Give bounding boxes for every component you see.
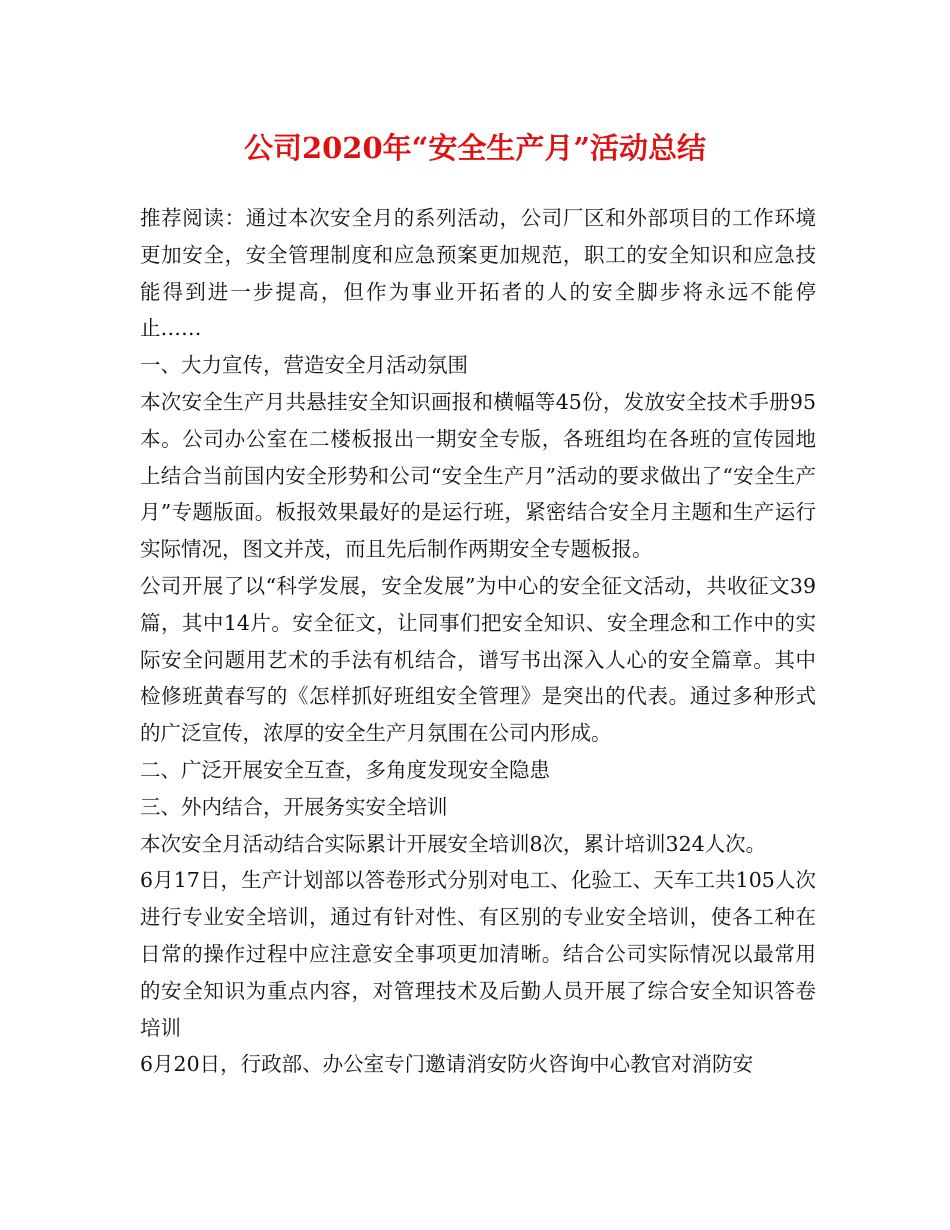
section-heading-3: 三、外内结合，开展务实安全培训 [140,794,448,819]
document-title: 公司2020年“安全生产月”活动总结 [243,131,707,165]
paragraph-june-20: 6月20日，行政部、办公室专门邀请消安防火咨询中心教官对消防安 [140,1052,754,1077]
paragraph-training-summary: 本次安全月活动结合实际累计开展安全培训8次，累计培训324人次。 [140,831,767,856]
document-body [140,200,816,1083]
paragraph-essay-contest: 公司开展了以“科学发展，安全发展”为中心的安全征文活动，共收征文39篇，其中14片。安全征文，让同事们把安全知识、安全理念和工作中的实际安全问题用艺术的手法有机结合，谱写书出深入人心的安全篇章。其中检修班黄春写的《怎样抓好班组安全管理》是突出的代表。通过多种形式的广泛宣传，浓厚的安全生产月氛围在公司内形成。 [140,573,816,746]
paragraph-june-17: 6月17日，生产计划部以答卷形式分别对电工、化验工、天车工共105人次进行专业安全培训，通过有针对性、有区别的专业安全培训，使各工种在日常的操作过程中应注意安全事项更加清晰。结合公司实际情况以最常用的安全知识为重点内容，对管理技术及后勤人员开展了综合安全知识答卷培训 [140,868,816,1040]
paragraph-promotion: 本次安全生产月共悬挂安全知识画报和横幅等45份，发放安全技术手册95本。公司办公室在二楼板报出一期安全专版，各班组均在各班的宣传园地上结合当前国内安全形势和公司“安全生产月”活动的要求做出了“安全生产月”专题版面。板报效果最好的是运行班，紧密结合安全月主题和生产运行实际情况，图文并茂，而且先后制作两期安全专题板报。 [140,389,816,562]
section-heading-2: 二、广泛开展安全互查，多角度发现安全隐患 [140,757,550,782]
intro-paragraph: 推荐阅读：通过本次安全月的系列活动，公司厂区和外部项目的工作环境更加安全，安全管理制度和应急预案更加规范，职工的安全知识和应急技能得到进一步提高，但作为事业开拓者的人的安全脚步将永远不能停止…… [140,206,816,341]
section-heading-1: 一、大力宣传，营造安全月活动氛围 [140,353,468,378]
